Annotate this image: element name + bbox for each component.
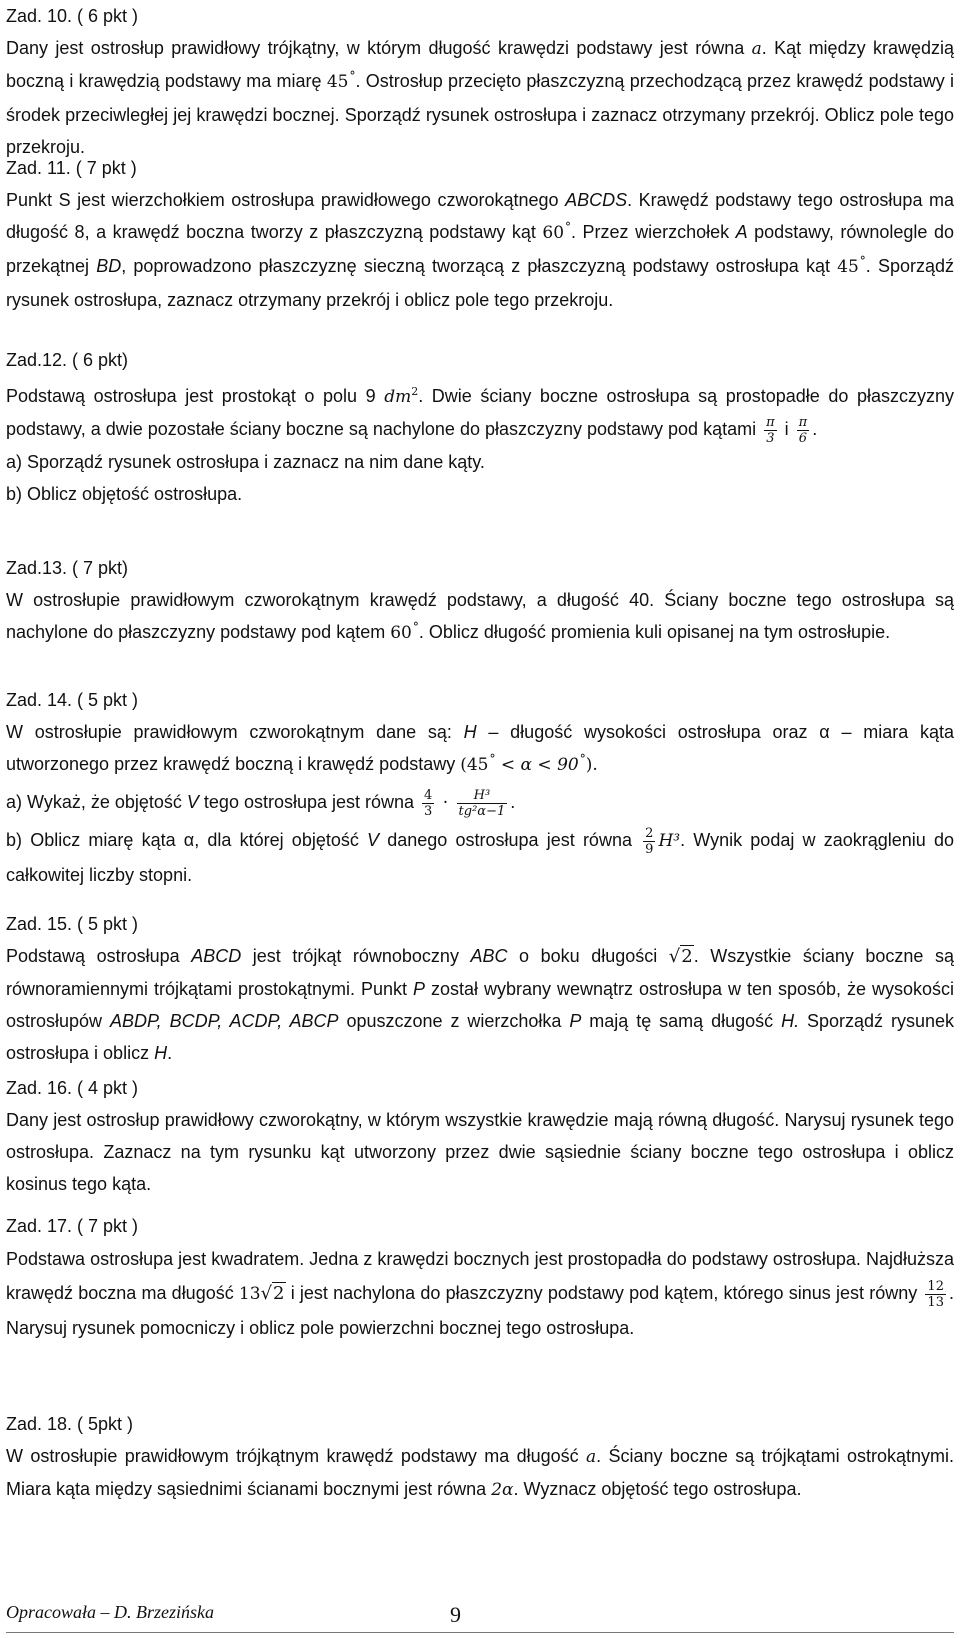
italic: ABCDS xyxy=(565,190,628,210)
text: opuszczone z wierzchołka xyxy=(338,1011,570,1031)
text: W ostrosłupie prawidłowym czworokątnym dane są: xyxy=(6,722,464,742)
math: a xyxy=(585,1447,597,1467)
task-body xyxy=(6,32,954,163)
text: . xyxy=(510,792,516,812)
denominator: 6 xyxy=(798,430,808,446)
text: . Ostrosłup przecięto płaszczyzną przechodzącą przez krawędź podstawy i środek przeciwległej jej krawędzi bocznej. Sporządź rysunek ostrosłupa i zaznacz otrzymany przekrój. Oblicz pole tego przekroju. xyxy=(6,71,954,157)
task-title: Zad. 18. ( 5pkt ) xyxy=(6,1414,134,1434)
task-12 xyxy=(6,344,954,510)
task-subpoint-b xyxy=(6,823,954,892)
italic: ABDP, BCDP, ACDP, ABCP xyxy=(109,1011,339,1031)
task-body xyxy=(6,940,954,1069)
math: (45 xyxy=(460,755,489,775)
task-13 xyxy=(6,552,954,650)
math: 45 xyxy=(837,257,859,277)
text: . xyxy=(812,419,818,439)
math: 45 xyxy=(326,72,349,92)
text: . Sporządź rysunek ostrosłupa, zaznacz otrzymany przekrój i oblicz pole tego przekroju. xyxy=(6,256,954,310)
text: Podstawa ostrosłupa jest kwadratem. Jedna z krawędzi bocznych jest prostopadła do podstawy ostrosłupa. Najdłuższa krawędź boczna ma długość xyxy=(6,1249,954,1303)
task-body xyxy=(6,716,954,782)
text: Podstawą ostrosłupa xyxy=(6,946,192,966)
task-title: Zad. 14. ( 5 pkt ) xyxy=(6,690,139,710)
denominator: 9 xyxy=(645,841,654,857)
degree-sign: ° xyxy=(412,620,419,634)
italic: P xyxy=(413,979,426,999)
numerator: π xyxy=(798,414,808,430)
degree-sign: ° xyxy=(579,752,586,766)
text: W ostrosłupie prawidłowym czworokątnym krawędź podstawy, a długość 40. Ściany boczne tego ostrosłupa są nachylone do płaszczyzny podstawy pod kątem xyxy=(6,590,954,642)
math: 60 xyxy=(542,223,565,243)
task-18 xyxy=(6,1408,954,1506)
task-body xyxy=(6,1242,954,1345)
text: danego ostrosłupa jest równa xyxy=(379,830,641,850)
italic: A xyxy=(735,222,748,242)
task-11 xyxy=(6,152,954,316)
italic: P xyxy=(569,1011,582,1031)
text: . Krawędź podstawy tego ostrosłupa ma długość 8, a krawędź boczna tworzy z płaszczyzną podstawy kąt xyxy=(6,190,955,242)
task-subpoint-b: b) Oblicz objętość ostrosłupa. xyxy=(6,483,243,504)
denominator: 13 xyxy=(927,1294,944,1310)
text: W ostrosłupie prawidłowym trójkątnym krawędź podstawy ma długość xyxy=(6,1446,586,1466)
task-17 xyxy=(6,1210,954,1345)
denominator: 3 xyxy=(766,430,775,446)
task-title: Zad. 10. ( 6 pkt ) xyxy=(6,6,139,26)
fraction xyxy=(764,415,777,446)
task-title: Zad.13. ( 7 pkt) xyxy=(6,558,129,578)
task-subpoint-a: a) Sporządź rysunek ostrosłupa i zaznacz na nim dane kąty. xyxy=(6,451,485,472)
task-body xyxy=(6,184,954,316)
italic: H xyxy=(154,1043,168,1063)
task-title: Zad.12. ( 6 pkt) xyxy=(6,350,129,370)
numerator: 12 xyxy=(927,1278,944,1294)
degree-sign: ° xyxy=(349,69,356,83)
italic: H xyxy=(463,722,477,742)
italic: BD xyxy=(96,256,122,276)
text: Dany jest ostrosłup prawidłowy trójkątny, w którym długość krawędzi podstawy jest równa xyxy=(6,38,752,58)
task-subpoint-a xyxy=(6,782,954,823)
task-14 xyxy=(6,684,954,892)
text: Podstawą ostrosłupa jest prostokąt o polu 9 xyxy=(6,386,385,406)
denominator: tg²α−1 xyxy=(458,803,506,819)
text: o boku długości xyxy=(507,946,669,966)
task-title: Zad. 15. ( 5 pkt ) xyxy=(6,914,139,934)
text: a) Wykaż, że objętość xyxy=(6,792,187,812)
text: . Przez wierzchołek xyxy=(571,222,736,242)
text: i jest nachylona do płaszczyzny podstawy pod kątem, którego sinus jest równy xyxy=(285,1283,923,1303)
text: – długość wysokości ostrosłupa oraz α – miara kąta utworzonego przez krawędź boczną i krawędź podstawy xyxy=(6,722,954,774)
page-number: 9 xyxy=(450,1602,461,1627)
text: . Dwie ściany boczne ostrosłupa są prostopadłe do płaszczyzny podstawy, a dwie pozostałe ściany boczne są nachylone do płaszczyzny podstawy pod kątami xyxy=(6,386,954,439)
task-body xyxy=(6,376,954,446)
text: Sporządź rysunek ostrosłupa i oblicz xyxy=(6,1011,954,1063)
footer-author: Opracowała – D. Brzezińska xyxy=(6,1602,214,1622)
task-16 xyxy=(6,1072,954,1200)
math: a xyxy=(751,39,762,59)
task-15 xyxy=(6,908,954,1069)
task-10 xyxy=(6,0,954,163)
exponent: 2 xyxy=(411,385,419,398)
fraction xyxy=(422,788,434,819)
text: i xyxy=(779,419,794,439)
fraction xyxy=(457,788,508,819)
radicand: 2 xyxy=(681,946,693,967)
math: 60 xyxy=(390,623,412,643)
math: · xyxy=(437,793,454,813)
footer-divider xyxy=(6,1632,954,1633)
text: . Wynik podaj w zaokrągleniu do całkowitej liczby stopni. xyxy=(6,830,954,885)
fraction xyxy=(925,1279,946,1310)
text: . Oblicz długość promienia kuli opisanej na tym ostrosłupie. xyxy=(418,622,891,642)
denominator: 3 xyxy=(424,803,433,819)
text: . Wszystkie ściany boczne są równoramiennymi trójkątami prostokątnymi. Punkt xyxy=(6,946,954,999)
square-root xyxy=(261,1282,286,1304)
italic: ABC xyxy=(470,946,508,966)
text: . Wyznacz objętość tego ostrosłupa. xyxy=(513,1479,802,1499)
math: 13 xyxy=(238,1284,261,1304)
task-body: Dany jest ostrosłup prawidłowy czworokątny, w którym wszystkie krawędzie mają równą długość. Narysuj rysunek tego ostrosłupa. Zaznacz na tym rysunku kąt utworzony przez dwie sąsiednie ściany boczne tego ostrosłupa i oblicz kosinus tego kąta. xyxy=(6,1110,954,1194)
task-title: Zad. 16. ( 4 pkt ) xyxy=(6,1078,139,1098)
task-title: Zad. 11. ( 7 pkt ) xyxy=(6,158,137,178)
text: Punkt S jest wierzchołkiem ostrosłupa prawidłowego czworokątnego xyxy=(6,190,566,210)
numerator: π xyxy=(766,414,775,430)
fraction xyxy=(797,415,810,446)
square-root xyxy=(669,945,694,967)
degree-sign: ° xyxy=(489,752,496,766)
math: < α < 90 xyxy=(495,755,579,775)
math: dm xyxy=(384,387,412,407)
text: tego ostrosłupa jest równa xyxy=(198,792,420,812)
math: 2α xyxy=(491,1480,514,1500)
text: . xyxy=(167,1043,173,1063)
italic: V xyxy=(367,830,380,850)
text: . Kąt między krawędzią boczną i krawędzią podstawy ma miarę xyxy=(6,38,955,91)
italic: ABCD xyxy=(191,946,242,966)
text: został wybrany wewnątrz ostrosłupa w ten sposób, że wysokości ostrosłupów xyxy=(6,979,954,1031)
numerator: 4 xyxy=(424,787,433,803)
degree-sign: ° xyxy=(565,220,572,234)
task-body xyxy=(6,1440,954,1506)
math: H³ xyxy=(658,831,681,851)
text: podstawy, równolegle do przekątnej xyxy=(6,222,954,276)
text: b) Oblicz miarę kąta α, dla której objętość xyxy=(6,830,368,850)
radicand: 2 xyxy=(273,1283,285,1304)
task-body xyxy=(6,584,954,650)
text: . Ściany boczne są trójkątami ostrokątnymi. Miara kąta między sąsiednimi ścianami bocznymi jest równa xyxy=(6,1446,954,1499)
fraction xyxy=(643,826,655,857)
text: jest trójkąt równoboczny xyxy=(241,946,471,966)
degree-sign: ° xyxy=(859,254,866,268)
radical-sign: √ xyxy=(668,946,681,967)
numerator: 2 xyxy=(645,825,654,841)
text: mają tę samą długość xyxy=(581,1011,782,1031)
math: ). xyxy=(585,755,598,775)
radical-sign: √ xyxy=(260,1283,273,1304)
text: . Narysuj rysunek pomocniczy i oblicz pole powierzchni bocznej tego ostrosłupa. xyxy=(6,1283,954,1338)
text: , poprowadzono płaszczyznę sieczną tworzącą z płaszczyzną podstawy ostrosłupa kąt xyxy=(121,256,838,276)
italic: H. xyxy=(781,1011,800,1031)
numerator: H³ xyxy=(457,788,508,804)
italic: V xyxy=(186,792,199,812)
task-title: Zad. 17. ( 7 pkt ) xyxy=(6,1216,139,1236)
